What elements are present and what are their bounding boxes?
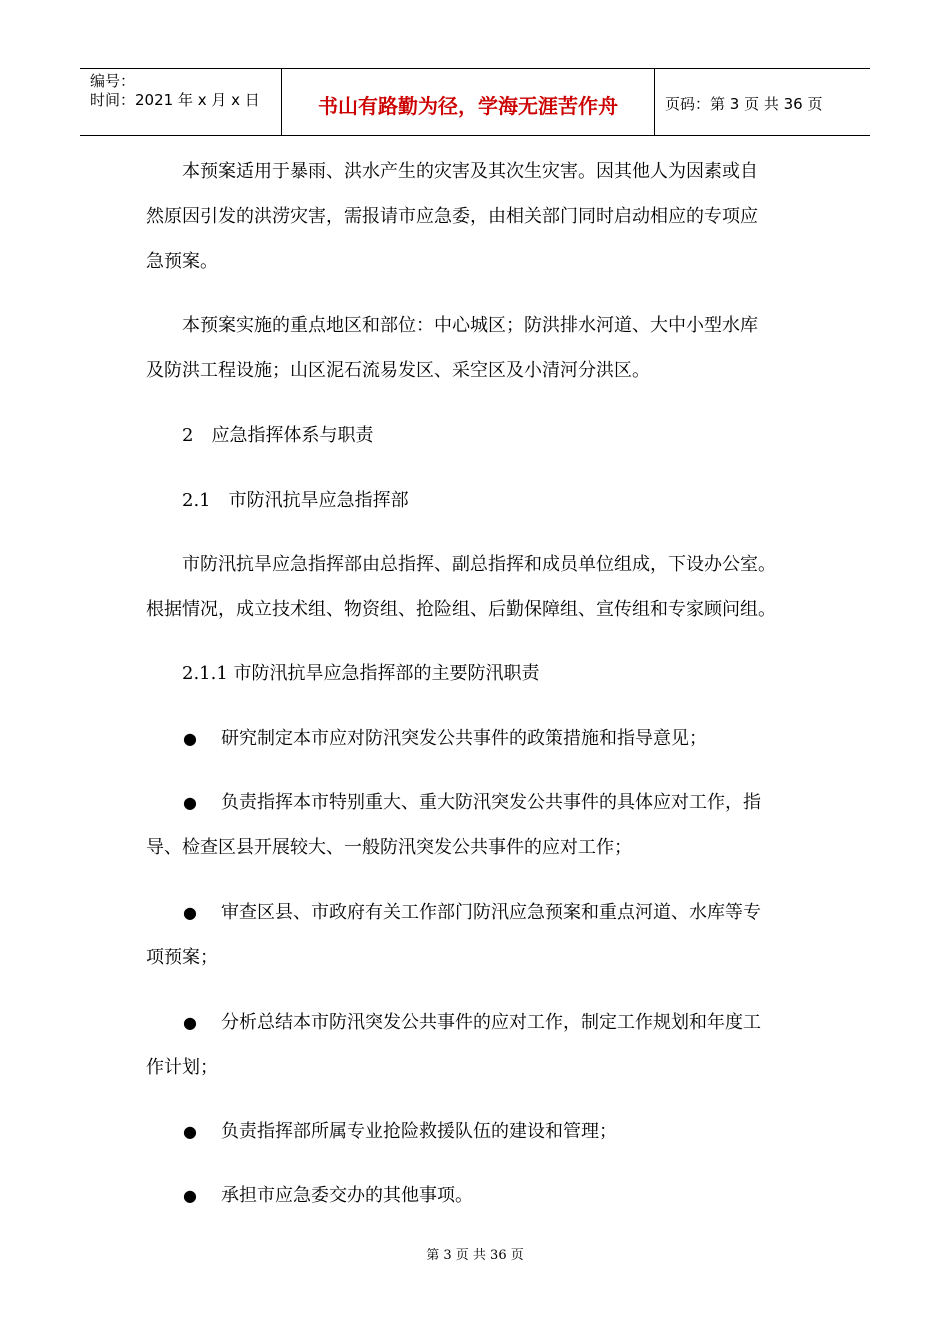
bullet-3-line-2: 项预案； xyxy=(146,947,218,968)
paragraph-1-line-1: 本预案适用于暴雨、洪水产生的灾害及其次生灾害。因其他人为因素或自 xyxy=(182,161,758,182)
paragraph-3-line-1: 市防汛抗旱应急指挥部由总指挥、副总指挥和成员单位组成，下设办公室。 xyxy=(182,554,776,575)
bullet-3-line-1: 审查区县、市政府有关工作部门防汛应急预案和重点河道、水库等专 xyxy=(221,902,761,923)
paragraph-2-line-2: 及防洪工程设施；山区泥石流易发区、采空区及小清河分洪区。 xyxy=(146,360,650,381)
bullet-icon: ● xyxy=(183,903,197,922)
bullet-icon: ● xyxy=(183,729,197,748)
header-motto: 书山有路勤为径，学海无涯苦作舟 xyxy=(282,69,655,135)
paragraph-1-line-2: 然原因引发的洪涝灾害，需报请市应急委，由相关部门同时启动相应的专项应 xyxy=(146,206,758,227)
document-time-label: 时间：2021 年 x 月 x 日 xyxy=(90,91,260,109)
bullet-icon: ● xyxy=(183,1013,197,1032)
section-heading-2: 2 应急指挥体系与职责 xyxy=(182,425,374,446)
bullet-icon: ● xyxy=(183,793,197,812)
bullet-5-line-1: 负责指挥部所属专业抢险救援队伍的建设和管理； xyxy=(221,1121,617,1142)
bullet-4-line-1: 分析总结本市防汛突发公共事件的应对工作，制定工作规划和年度工 xyxy=(221,1012,761,1033)
document-header xyxy=(80,68,870,136)
header-left-cell xyxy=(80,69,282,135)
paragraph-3-line-2: 根据情况，成立技术组、物资组、抢险组、后勤保障组、宣传组和专家顾问组。 xyxy=(146,599,776,620)
bullet-2-line-1: 负责指挥本市特别重大、重大防汛突发公共事件的具体应对工作，指 xyxy=(221,792,761,813)
bullet-4-line-2: 作计划； xyxy=(146,1057,218,1078)
bullet-2-line-2: 导、检查区县开展较大、一般防汛突发公共事件的应对工作； xyxy=(146,837,632,858)
section-heading-2-1-1: 2.1.1 市防汛抗旱应急指挥部的主要防汛职责 xyxy=(182,663,540,684)
paragraph-1-line-3: 急预案。 xyxy=(146,251,218,272)
page-footer: 第 3 页 共 36 页 xyxy=(426,1248,524,1263)
header-page-info: 页码：第 3 页 共 36 页 xyxy=(665,95,823,113)
document-number-label: 编号： xyxy=(90,72,136,90)
bullet-icon: ● xyxy=(183,1122,197,1141)
bullet-6-line-1: 承担市应急委交办的其他事项。 xyxy=(221,1185,473,1206)
section-heading-2-1: 2.1 市防汛抗旱应急指挥部 xyxy=(182,490,409,511)
paragraph-2-line-1: 本预案实施的重点地区和部位：中心城区；防洪排水河道、大中小型水库 xyxy=(182,315,758,336)
bullet-1-line-1: 研究制定本市应对防汛突发公共事件的政策措施和指导意见； xyxy=(221,728,707,749)
bullet-icon: ● xyxy=(183,1186,197,1205)
